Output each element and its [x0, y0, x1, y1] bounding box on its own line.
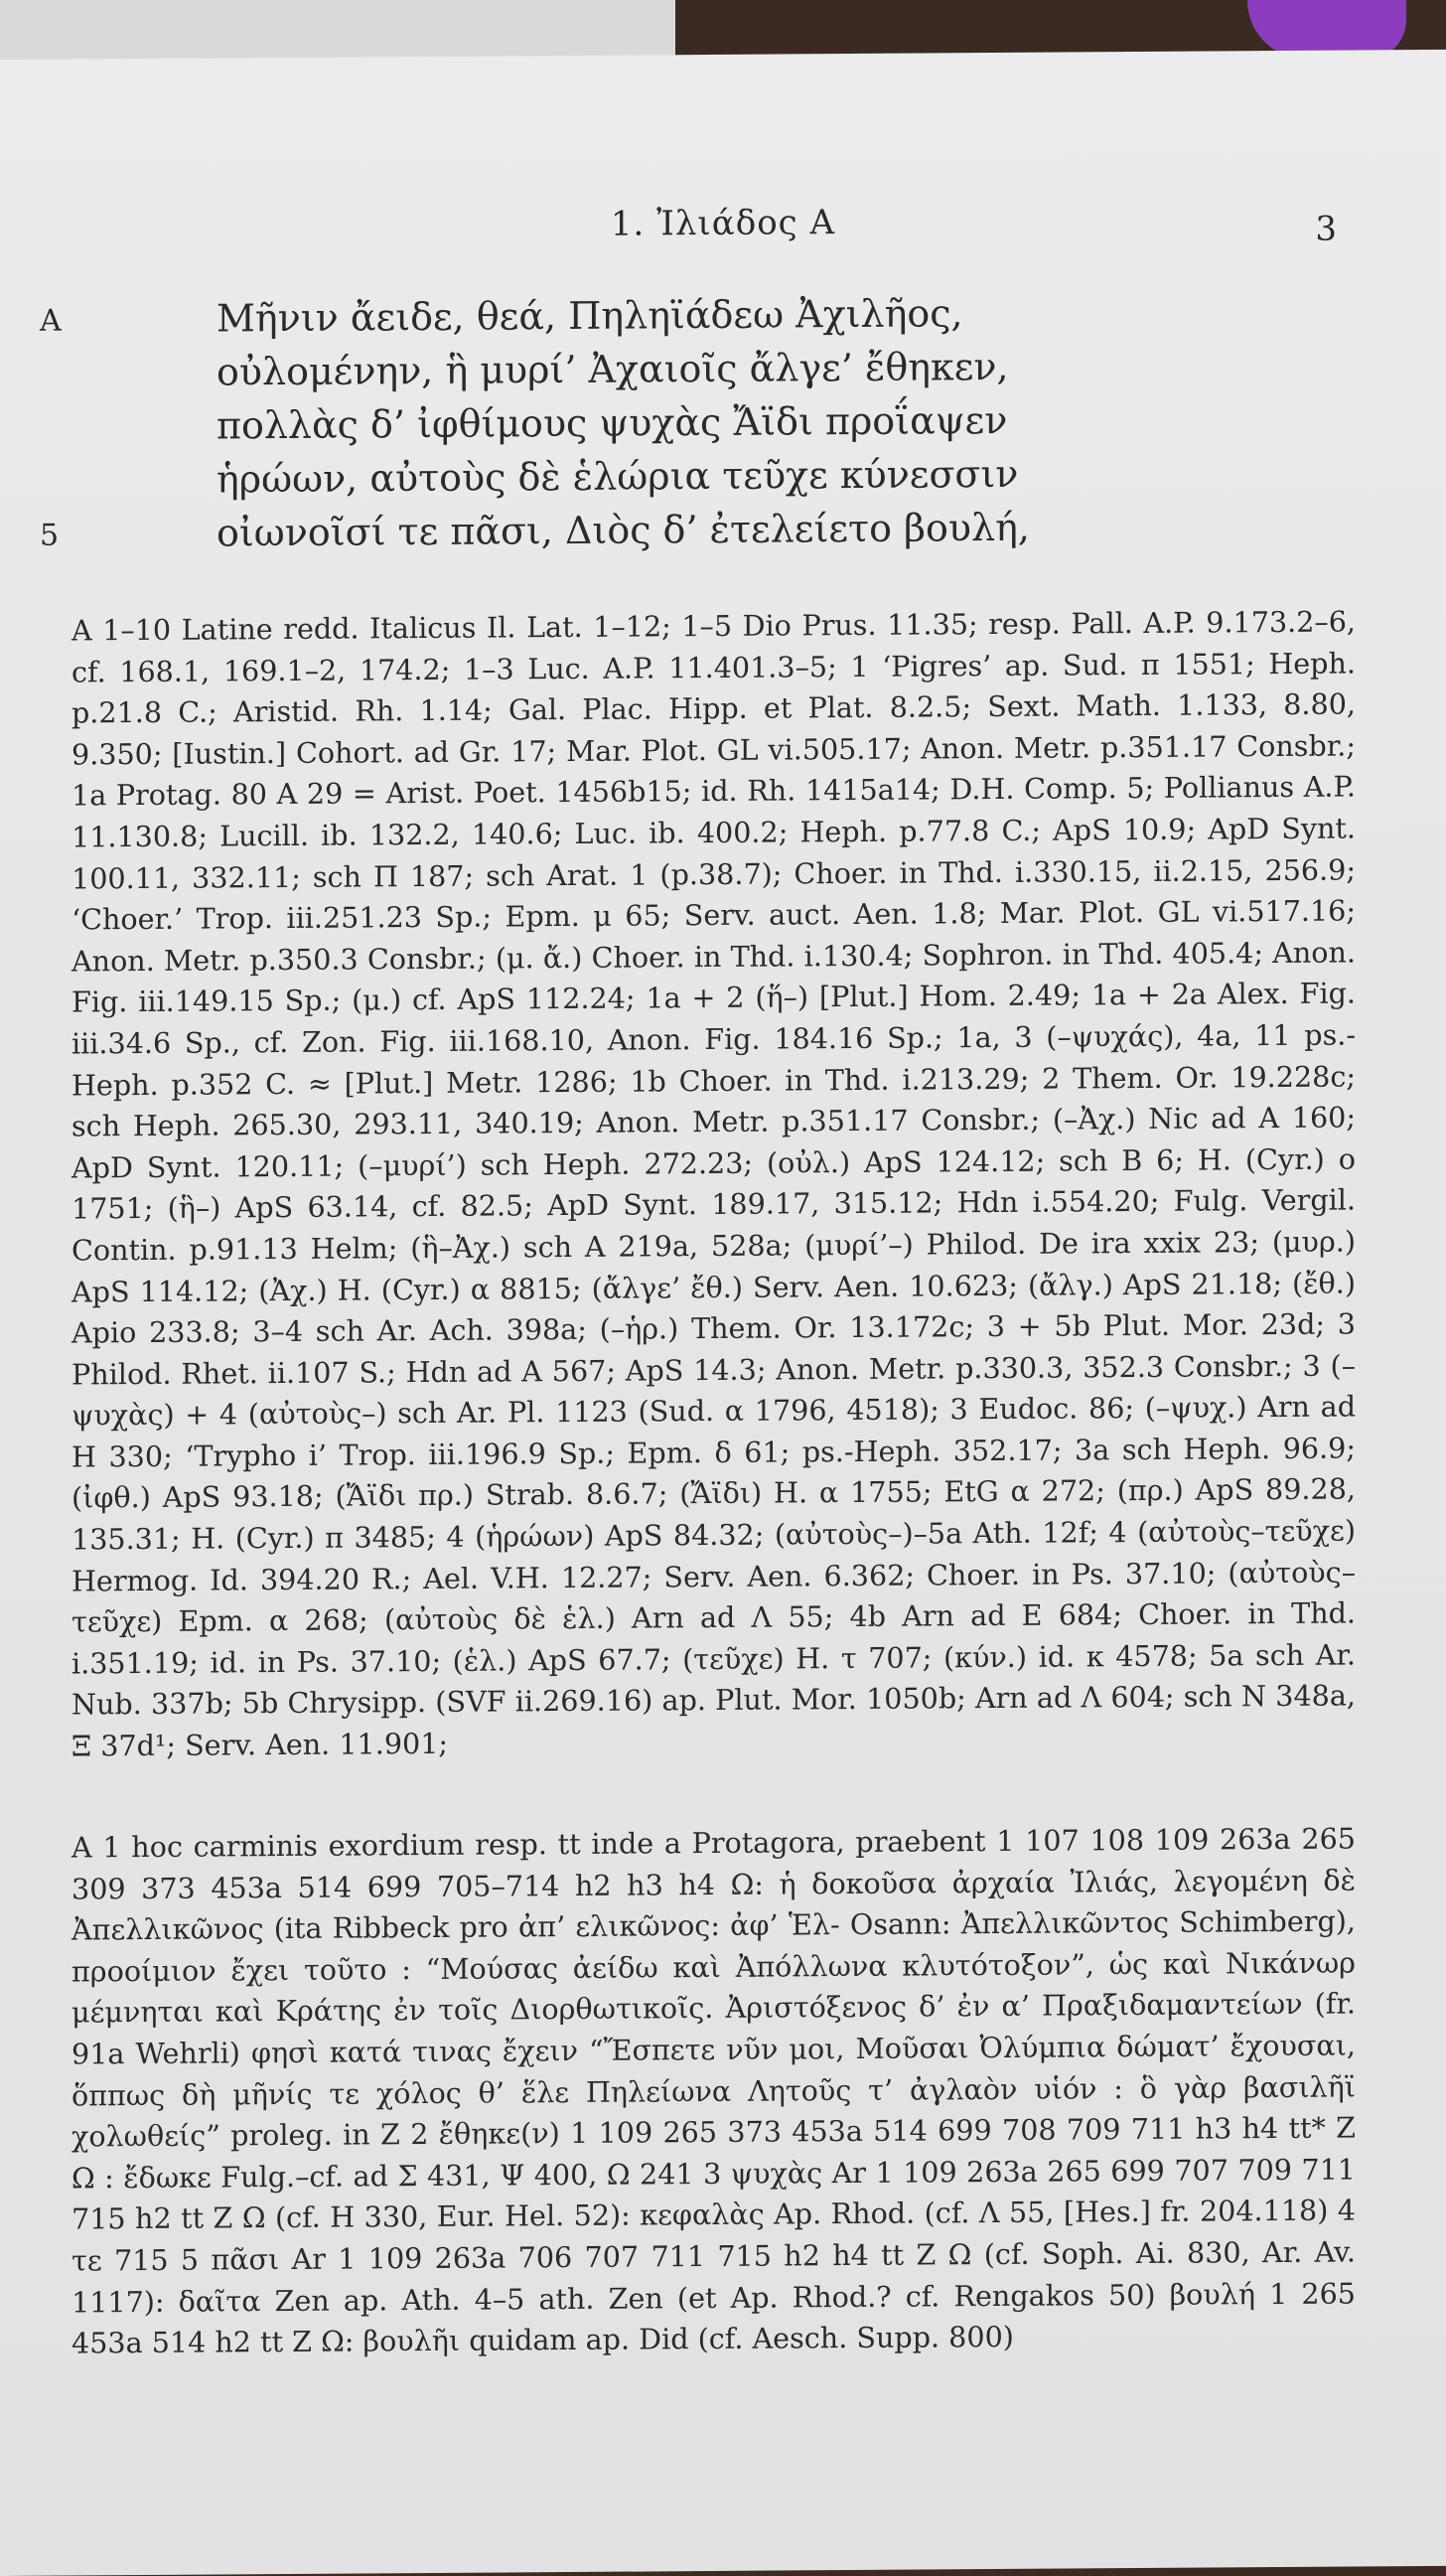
- testimonia-apparatus: [40, 601, 1356, 1767]
- book-page: [0, 50, 1446, 2576]
- verse-line-text: οὐλομένην, ἣ μυρί’ Ἀχαιοῖς ἄλγε’ ἔθηκεν,: [217, 344, 1009, 394]
- verse-line: [40, 397, 1132, 459]
- verse-number: A: [40, 303, 62, 339]
- verse-number: 5: [40, 518, 60, 553]
- running-head: 1. Ἰλιάδος Α: [610, 203, 836, 244]
- verse-line-text: πολλὰς δ’ ἰφθίμους ψυχὰς Ἄϊδι προΐαψεν: [217, 397, 1008, 448]
- testimonia-text: A 1–10 Latine redd. Italicus Il. Lat. 1–12; 1–5 Dio Prus. 11.35; resp. Pall. A.P. 9.173.2–6, cf. 168.1, 169.1–2, 174.2; 1–3 Luc. A.P. 11.401.3–5; 1 ‘Pigres’ ap. Sud. π 1551; Heph. p.21.8 C.; Aristid. Rh. 1.14; Gal. Plac. Hipp. et Plat. 8.2.5; Sext. Math. 1.133, 8.80, 9.350; [Iustin.] Cohort. ad Gr. 17; Mar. Plot. GL vi.505.17; Anon. Metr. p.351.17 Consbr.; 1a Protag. 80 A 29 = Arist. Poet. 1456b15; id. Rh. 1415a14; D.H. Comp. 5; Pollianus A.P. 11.130.8; Lucill. ib. 132.2, 140.6; Luc. ib. 400.2; Heph. p.77.8 C.; ApS 10.9; ApD Synt. 100.11, 332.11; sch Π 187; sch Arat. 1 (p.38.7); Choer. in Thd. i.330.15, ii.2.15, 256.9; ‘Choer.’ Trop. iii.251.23 Sp.; Epm. μ 65; Serv. auct. Aen. 1.8; Mar. Plot. GL vi.517.16; Anon. Metr. p.350.3 Consbr.; (μ. ἄ.) Choer. in Thd. i.130.4; Sophron. in Thd. 405.4; Anon. Fig. iii.149.15 Sp.; (μ.) cf. ApS 112.24; 1a + 2 (ἥ–) [Plut.] Hom. 2.49; 1a + 2a Alex. Fig. iii.34.6 Sp., cf. Zon. Fig. iii.168.10, Anon. Fig. 184.16 Sp.; 1a, 3 (–ψυχάς), 4a, 11 ps.-Heph. p.352 C. ≈ [Plut.] Metr. 1286; 1b Choer. in Thd. i.213.29; 2 Them. Or. 19.228c; sch Heph. 265.30, 293.11, 340.19; Anon. Metr. p.351.17 Consbr.; (–Ἀχ.) Nic ad A 160; ApD Synt. 120.11; (–μυρί’) sch Heph. 272.23; (οὐλ.) ApS 124.12; sch B 6; H. (Cyr.) ο 1751; (ἣ–) ApS 63.14, cf. 82.5; ApD Synt. 189.17, 315.12; Hdn i.554.20; Fulg. Vergil. Contin. p.91.13 Helm; (ἣ–Ἀχ.) sch A 219a, 528a; (μυρί’–) Philod. De ira xxix 23; (μυρ.) ApS 114.12; (Ἀχ.) H. (Cyr.) α 8815; (ἄλγε’ ἔθ.) Serv. Aen. 10.623; (ἄλγ.) ApS 21.18; (ἔθ.) Apio 233.8; 3–4 sch Ar. Ach. 398a; (–ἡρ.) Them. Or. 13.172c; 3 + 5b Plut. Mor. 23d; 3 Philod. Rhet. ii.107 S.; Hdn ad A 567; ApS 14.3; Anon. Metr. p.330.3, 352.3 Consbr.; 3 (–ψυχὰς) + 4 (αὐτοὺς–) sch Ar. Pl. 1123 (Sud. α 1796, 4518); 3 Eudoc. 86; (–ψυχ.) Arn ad H 330; ‘Trypho i’ Trop. iii.196.9 Sp.; Epm. δ 61; ps.-Heph. 352.17; 3a sch Heph. 96.9; (ἰφθ.) ApS 93.18; (Ἄϊδι πρ.) Strab. 8.6.7; (Ἄϊδι) H. α 1755; EtG α 272; (πρ.) ApS 89.28, 135.31; H. (Cyr.) π 3485; 4 (ἡρώων) ApS 84.32; (αὐτοὺς–)–5a Ath. 12f; 4 (αὐτοὺς–τεῦχε) Hermog. Id. 394.20 R.; Ael. V.H. 12.27; Serv. Aen. 6.362; Choer. in Ps. 37.10; (αὐτοὺς–τεῦχε) Epm. α 268; (αὐτοὺς δὲ ἑλ.) Arn ad Λ 55; 4b Arn ad E 684; Choer. in Thd. i.351.19; id. in Ps. 37.10; (ἑλ.) ApS 67.7; (τεῦχε) H. τ 707; (κύν.) id. κ 4578; 5a sch Ar. Nub. 337b; 5b Chrysipp. (SVF ii.269.16) ap. Plut. Mor. 1050b; Arn ad Λ 604; sch N 348a, Ξ 37d¹; Serv. Aen. 11.901;: [72, 604, 1356, 1763]
- verse-line: [40, 290, 1132, 352]
- verse-text: [40, 290, 1132, 566]
- verse-line: [40, 451, 1132, 513]
- verse-line-text: ἡρώων, αὐτοὺς δὲ ἑλώρια τεῦχε κύνεσσιν: [217, 451, 1019, 502]
- verse-line-text: Μῆνιν ἄειδε, θεά, Πηληϊάδεω Ἀχιλῆος,: [217, 291, 963, 341]
- page-number: 3: [1315, 209, 1337, 249]
- verse-line-text: οἰωνοῖσί τε πᾶσι, Διὸς δ’ ἐτελείετο βουλή,: [217, 505, 1030, 555]
- critical-apparatus-text: A 1 hoc carminis exordium resp. tt inde a Protagora, praebent 1 107 108 109 263a 265 309 373 453a 514 699 705–714 h2 h3 h4 Ω: ἡ δοκοῦσα ἀρχαία Ἰλιάς, λεγομένη δὲ Ἀπελλικῶνος (ita Ribbeck pro ἀπ’ ελικῶνος: ἀφ’ Ἑλ- Osann: Ἀπελλικῶντος Schimberg), προοίμιον ἔχει τοῦτο : “Μούσας ἀείδω καὶ Ἀπόλλωνα κλυτότοξον”, ὡς καὶ Νικάνωρ μέμνηται καὶ Κράτης ἐν τοῖς Διορθωτικοῖς. Ἀριστόξενος δ’ ἐν α’ Πραξιδαμαντείων (fr. 91a Wehrli) φησὶ κατά τινας ἔχειν “Ἔσπετε νῦν μοι, Μοῦσαι Ὀλύμπια δώματ’ ἔχουσαι, ὅππως δὴ μῆνίς τε χόλος θ’ ἕλε Πηλείωνα Λητοῦς τ’ ἀγλαὸν υἱόν : ὃ γὰρ βασιλῆϊ χολωθείς” proleg. in Z 2 ἔθηκε(ν) 1 109 265 373 453a 514 699 708 709 711 h3 h4 tt* Z Ω : ἔδωκε Fulg.–cf. ad Σ 431, Ψ 400, Ω 241 3 ψυχὰς Ar 1 109 263a 265 699 707 709 711 715 h2 tt Z Ω (cf. H 330, Eur. Hel. 52): κεφαλὰς Ap. Rhod. (cf. Λ 55, [Hes.] fr. 204.118) 4 τε 715 5 πᾶσι Ar 1 109 263a 706 707 711 715 h2 h4 tt Z Ω (cf. Soph. Ai. 830, Ar. Av. 1117): δαῖτα Zen ap. Ath. 4–5 ath. Zen (et Ap. Rhod.? cf. Rengakos 50) βουλή 1 265 453a 514 h2 tt Z Ω: βουλῆι quidam ap. Did (cf. Aesch. Supp. 800): [72, 1821, 1356, 2360]
- verse-line: [40, 344, 1132, 405]
- verse-line: [40, 505, 1132, 566]
- critical-apparatus: [40, 1818, 1356, 2364]
